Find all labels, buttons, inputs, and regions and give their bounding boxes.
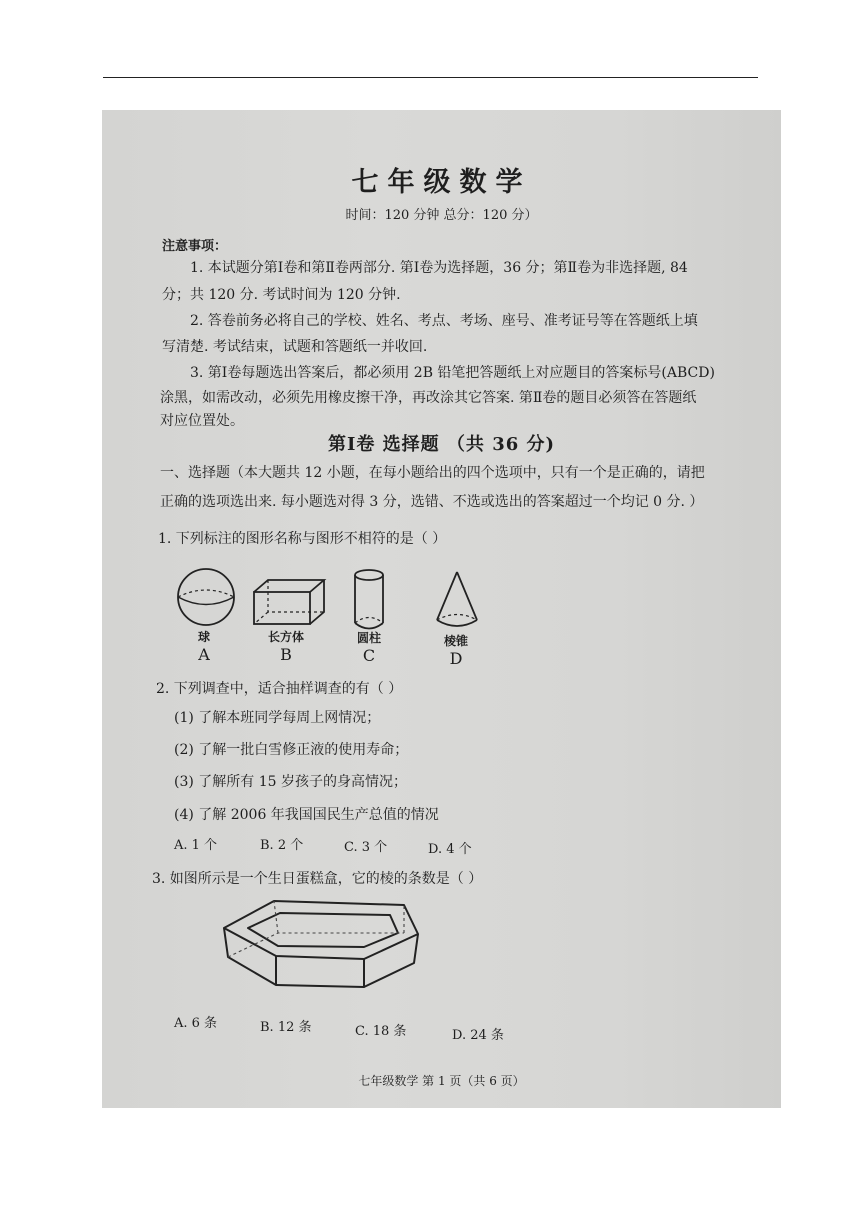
q2-stem: 2. 下列调查中，适合抽样调查的有（ ） — [156, 681, 403, 697]
q2-item-2: (2) 了解一批白雪修正液的使用寿命； — [174, 742, 409, 758]
notice-item-3-line-1: 3. 第Ⅰ卷每题选出答案后，都必须用 2B 铅笔把答题纸上对应题目的答案标号(ABCD) — [190, 365, 715, 381]
q2-item-3: (3) 了解所有 15 岁孩子的身高情况； — [174, 774, 407, 790]
q1-figure-c-label: 圆柱 — [356, 631, 381, 645]
q1-figure-a-label: 球 — [197, 630, 210, 644]
q3-option-a: A. 6 条 — [174, 1016, 218, 1031]
q3-option-b: B. 12 条 — [260, 1020, 312, 1035]
cone-figure-icon — [434, 570, 480, 632]
notice-item-3-line-3: 对应位置处。 — [160, 413, 244, 429]
notice-item-2-line-1: 2. 答卷前务必将自己的学校、姓名、考点、考场、座号、准考证号等在答题纸上填 — [190, 313, 698, 329]
cylinder-figure-icon — [352, 568, 386, 632]
page-footer: 七年级数学 第 1 页（共 6 页） — [358, 1074, 525, 1088]
notice-heading: 注意事项： — [162, 239, 228, 254]
q1-figure-b-letter: B — [280, 645, 292, 664]
q2-option-d: D. 4 个 — [428, 842, 472, 857]
sphere-figure-icon — [176, 566, 236, 628]
q2-item-4: (4) 了解 2006 年我国国民生产总值的情况 — [174, 807, 439, 823]
q1-figure-c-letter: C — [362, 646, 376, 665]
q3-stem: 3. 如图所示是一个生日蛋糕盒，它的棱的条数是（ ） — [152, 871, 483, 887]
scanned-exam-page — [102, 110, 781, 1108]
cuboid-figure-icon — [252, 578, 326, 626]
q3-option-c: C. 18 条 — [355, 1024, 407, 1039]
q1-figure-d-label: 棱锥 — [443, 634, 468, 648]
q1-figure-d-letter: D — [449, 649, 463, 668]
notice-item-1-line-2: 分；共 120 分. 考试时间为 120 分钟. — [162, 287, 401, 303]
q2-option-a: A. 1 个 — [174, 838, 218, 853]
header-rule — [103, 77, 758, 78]
section-title: 第Ⅰ卷 选择题 （共 36 分) — [327, 434, 556, 455]
exam-time-score: 时间：120 分钟 总分：120 分） — [345, 208, 538, 223]
notice-item-2-line-2: 写清楚. 考试结束，试题和答题纸一并收回. — [162, 339, 428, 355]
q2-item-1: (1) 了解本班同学每周上网情况； — [174, 710, 381, 726]
hexagonal-cake-box-figure-icon — [220, 897, 424, 989]
section-intro-line-1: 一、选择题（本大题共 12 小题，在每小题给出的四个选项中，只有一个是正确的，请把 — [160, 465, 705, 481]
section-intro-line-2: 正确的选项选出来. 每小题选对得 3 分，选错、不选或选出的答案超过一个均记 0 分. ） — [160, 494, 704, 510]
q1-stem: 1. 下列标注的图形名称与图形不相符的是（ ） — [158, 531, 447, 547]
q3-option-d: D. 24 条 — [452, 1028, 504, 1043]
q2-option-c: C. 3 个 — [344, 840, 388, 855]
q1-figure-b-label: 长方体 — [267, 630, 304, 644]
q1-figure-a-letter: A — [198, 645, 210, 664]
exam-title: 七年级数学 — [351, 167, 532, 198]
notice-item-1-line-1: 1. 本试题分第Ⅰ卷和第Ⅱ卷两部分. 第Ⅰ卷为选择题，36 分；第Ⅱ卷为非选择题, 84 — [190, 260, 688, 276]
notice-item-3-line-2: 涂黑，如需改动，必须先用橡皮擦干净，再改涂其它答案. 第Ⅱ卷的题目必须答在答题纸 — [160, 390, 697, 406]
q2-option-b: B. 2 个 — [260, 838, 304, 853]
